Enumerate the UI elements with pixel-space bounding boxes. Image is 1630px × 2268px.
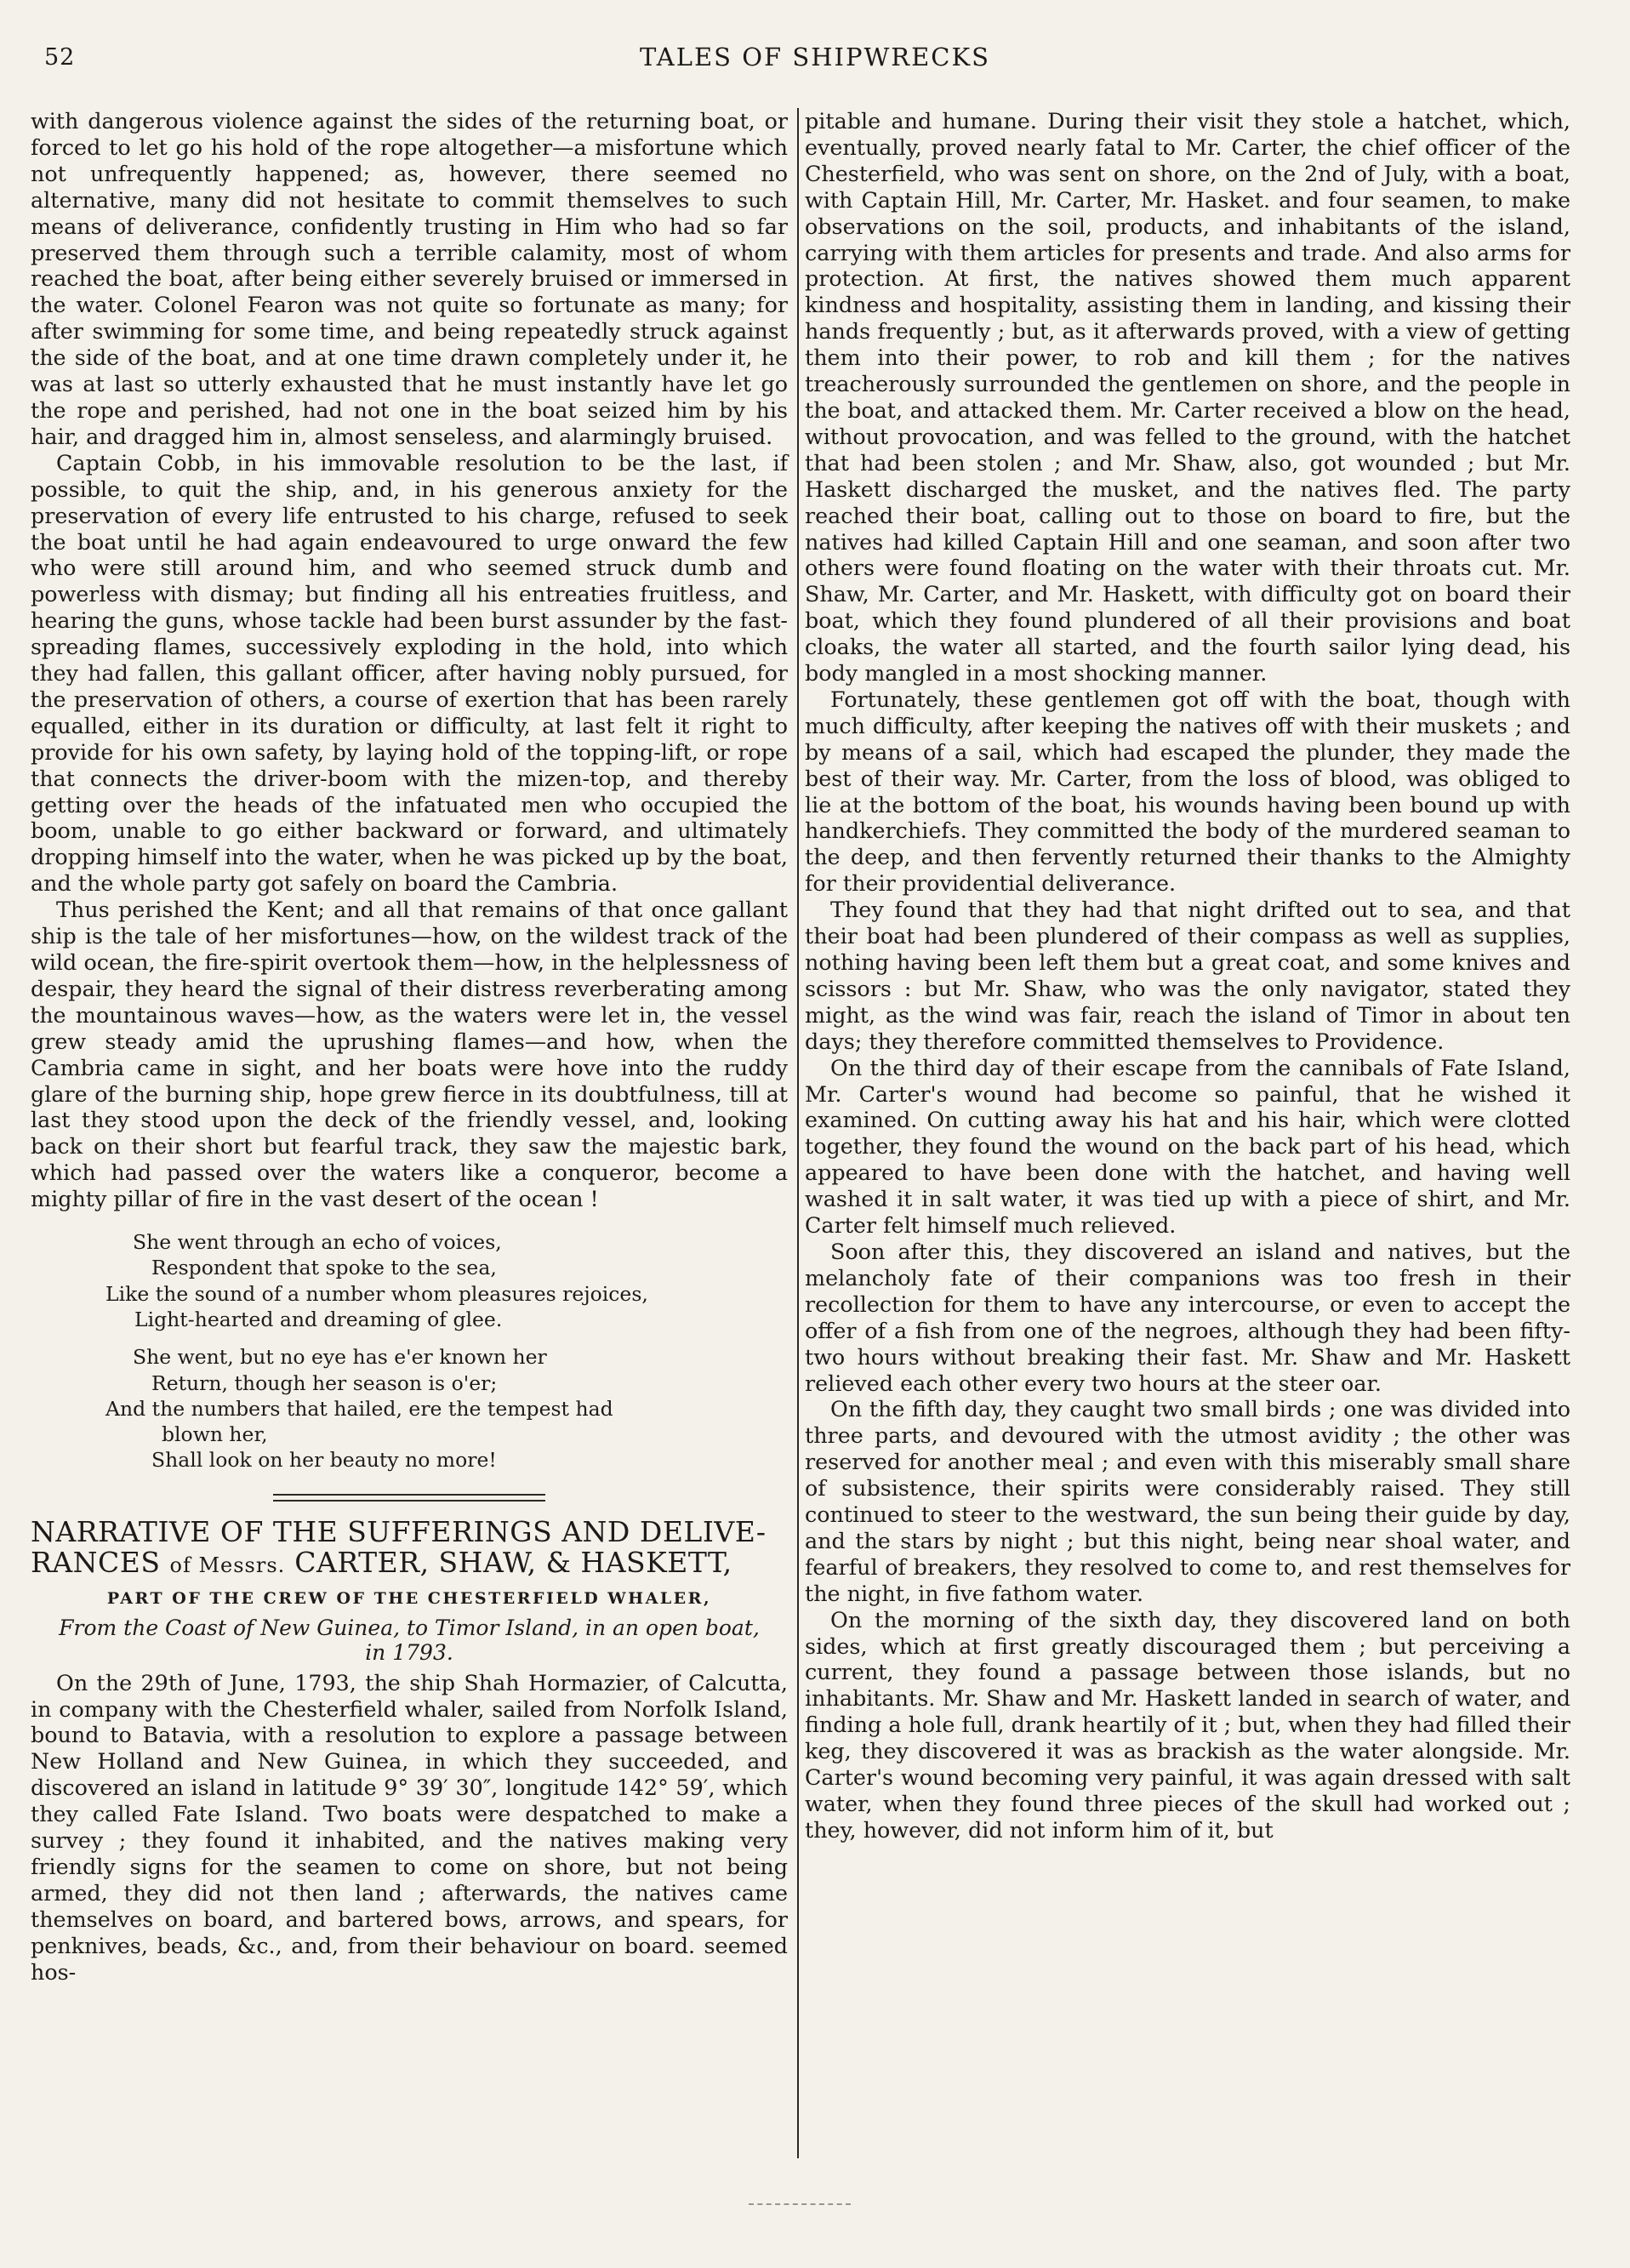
paragraph: They found that they had that night drifted out to sea, and that their boat had been plundered of their compass as well as supplies, nothing having been left them but a great coat, and some knives and scissors : but Mr. Shaw, who was the only navigator, stated they might, as the wind was fair, reach the island of Timor in about ten days; they therefore committed themselves to Providence.	[805, 897, 1570, 1054]
section-title-line	[31, 1547, 788, 1581]
paragraph-text: the 29th of June, 1793, the ship Shah Hormazier, of Calcutta, in company with the Chesterfield whaler, sailed from Norfolk Island, bound to Batavia, with a resolution to explore a passage between New Holland and New Guinea, in which they succeeded, and discovered an island in latitude 9° 39′ 30″, longitude 142° 59′, which they called Fate Island. Two boats were despatched to make a survey ; they found it inhabited, and the natives making very friendly signs for the seamen to come on shore, but not being armed, they did not then land ; afterwards, the natives came themselves on board, and bartered bows, arrows, and spears, for penknives, beads, &c., and, from their behaviour on board. seemed hos-	[31, 1669, 788, 1985]
poem-line: Light-hearted and dreaming of glee.	[134, 1307, 503, 1331]
paragraph: Fortunately, these gentlemen got off with the boat, though with much difficulty, after keeping the natives off with their muskets ; and by means of a sail, which had escaped the plunder, they made the best of their way. Mr. Carter, from the loss of blood, was obliged to lie at the bottom of the boat, his wounds having been bound up with handkerchiefs. They committed the body of the murdered seaman to the deep, and then fervently returned their thanks to the Almighty for their providential deliverance.	[805, 686, 1570, 897]
title-part: CARTER, SHAW, & HASKETT,	[285, 1545, 732, 1579]
poem-line: She went, but no eye has e'er known her	[133, 1345, 547, 1370]
column-rule	[797, 108, 799, 2158]
title-part: RANCES	[31, 1545, 170, 1579]
poem-line: Return, though her season is o'er;	[151, 1370, 498, 1395]
poem-line: She went through an echo of voices,	[133, 1230, 502, 1255]
poem-line: And the numbers that hailed, ere the tempest had	[105, 1396, 613, 1421]
section-italic-line: From the Coast of New Guinea, to Timor Island, in an open boat,	[59, 1615, 760, 1640]
right-column	[805, 108, 1570, 1843]
bottom-mark	[749, 2203, 851, 2207]
paragraph: pitable and humane. During their visit they stole a hatchet, which, eventually, proved nearly fatal to Mr. Carter, the chief officer of the Chesterfield, who was sent on shore, on the 2nd of July, with a boat, with Captain Hill, Mr. Carter, Mr. Hasket. and four seamen, to make observations on the soil, products, and inhabitants of the island, carrying with them articles for presents and trade. And also arms for protection. At first, the natives showed them much apparent kindness and hospitality, assisting them in landing, and kissing their hands frequently ; but, as it afterwards proved, with a view of getting them into their power, to rob and kill them ; for the natives treacherously surrounded the gentlemen on shore, and the people in the boat, and attacked them. Mr. Carter received a blow on the head, without provocation, and was felled to the ground, with the hatchet that had been stolen ; and Mr. Shaw, also, got wounded ; but Mr. Haskett discharged the musket, and the natives fled. The party reached their boat, calling out to those on board to fire, but the natives had killed Captain Hill and one seaman, and soon after two others were found floating on the water with their throats cut. Mr. Shaw, Mr. Carter, and Mr. Haskett, with difficulty got on board their boat, which they found plundered of all their provisions and boat cloaks, the water all started, and the fourth sailor lying dead, his body mangled in a most shocking manner.	[805, 108, 1570, 687]
title-smallcaps: of Messrs.	[169, 1553, 286, 1577]
paragraph: with dangerous violence against the sides of the returning boat, or forced to let go his hold of the rope altogether—a misfortune which not unfrequently happened; as, however, there seemed no alternative, many did not hesitate to commit themselves to such means of deliverance, confidently trusting in Him who had so far preserved them through such a terrible calamity, most of whom reached the boat, after being either severely bruised or immersed in the water. Colonel Fearon was not quite so fortunate as many; for after swimming for some time, and being repeatedly struck against the side of the boat, and at one time drawn completely under it, he was at last so utterly exhausted that he must instantly have let go the rope and perished, had not one in the boat seized him by his hair, and dragged him in, almost senseless, and alarmingly bruised.	[31, 108, 788, 449]
paragraph: Thus perished the Kent; and all that remains of that once gallant ship is the tale of her misfortunes—how, on the wildest track of the wild ocean, the fire-spirit overtook them—how, in the helplessness of despair, they heard the signal of their distress reverberating among the mountainous waves—how, as the waters were let in, the vessel grew steady amid the uprushing flames—and how, when the Cambria came in sight, and her boats were hove into the ruddy glare of the burning ship, hope grew fierce in its doubtfulness, till at last they stood upon the deck of the friendly vessel, and, looking back on their short but fearful track, they saw the majestic bark, which had passed over the waters like a conqueror, become a mighty pillar of fire in the vast desert of the ocean !	[31, 897, 788, 1212]
running-head: TALES OF SHIPWRECKS	[640, 43, 990, 71]
paragraph: On the morning of the sixth day, they discovered land on both sides, which at first greatly discouraged them ; but perceiving a current, they found a passage between those islands, but no inhabitants. Mr. Shaw and Mr. Haskett landed in search of water, and finding a hole full, drank heartily of it ; but, when they had filled their keg, they discovered it was as brackish as the water alongside. Mr. Carter's wound becoming very painful, it was again dressed with salt water, when they found three pieces of the skull had worked out ; they, however, did not inform him of it, but	[805, 1606, 1570, 1843]
left-column	[31, 108, 788, 1986]
section-italic-line: in 1793.	[365, 1639, 453, 1665]
lead-word: On	[56, 1669, 88, 1695]
poem-line: Respondent that spoke to the sea,	[151, 1256, 497, 1280]
paragraph: Captain Cobb, in his immovable resolution to be the last, if possible, to quit the ship, and, in his generous anxiety for the preservation of every life entrusted to his charge, refused to seek the boat until he had again endeavoured to urge onward the few who were still around him, and who seemed struck dumb and powerless with dismay; but finding all his entreaties fruitless, and hearing the guns, whose tackle had been burst assunder by the fast-spreading flames, successively exploding in the hold, into which they had fallen, this gallant officer, after having nobly pursued, for the preservation of others, a course of exertion that has been rarely equalled, either in its duration or difficulty, at last felt it right to provide for his own safety, by laying hold of the topping-lift, or rope that connects the driver-boom with the mizen-top, and thereby getting over the heads of the infatuated men who occupied the boom, unable to go either backward or forward, and ultimately dropping himself into the water, when he was picked up by the boat, and the whole party got safely on board the Cambria.	[31, 449, 788, 897]
poem	[31, 1229, 788, 1473]
poem-stanza	[31, 1229, 788, 1332]
section-title	[31, 1514, 788, 1581]
section-divider	[273, 1494, 545, 1502]
section-subtitle: PART OF THE CREW OF THE CHESTERFIELD WHALER,	[106, 1588, 712, 1608]
paragraph: On the third day of their escape from the cannibals of Fate Island, Mr. Carter's wound had become so painful, that he wished it examined. On cutting away his hat and his hair, which were clotted together, they found the wound on the back part of his head, which appeared to have been done with the hatchet, and having well washed it in salt water, it was tied up with a piece of shirt, and Mr. Carter felt himself much relieved.	[805, 1054, 1570, 1239]
paragraph: Soon after this, they discovered an island and natives, but the melancholy fate of their companions was too fresh in their recollection for them to have any intercourse, or even to accept the offer of a fish from one of the negroes, although they had been fifty-two hours without breaking their fast. Mr. Shaw and Mr. Haskett relieved each other every two hours at the steer oar.	[805, 1238, 1570, 1396]
paragraph: On the fifth day, they caught two small birds ; one was divided into three parts, and devoured with the utmost avidity ; the other was reserved for another meal ; and even with this miserably small share of subsistence, their spirits were considerably raised. They still continued to steer to the westward, the sun being their guide by day, and the stars by night ; but this night, being near shoal water, and fearful of breakers, they resolved to come to, and rest themselves for the night, in five fathom water.	[805, 1396, 1570, 1606]
section-title-line: NARRATIVE OF THE SUFFERINGS AND DELIVE-	[31, 1514, 767, 1548]
poem-line: blown her,	[162, 1422, 268, 1447]
page-number: 52	[44, 44, 76, 71]
poem-line: Like the sound of a number whom pleasures rejoices,	[105, 1281, 648, 1306]
poem-line: Shall look on her beauty no more!	[151, 1448, 497, 1473]
poem-stanza	[31, 1344, 788, 1473]
paragraph	[31, 1670, 788, 1986]
section-italic	[31, 1616, 788, 1665]
